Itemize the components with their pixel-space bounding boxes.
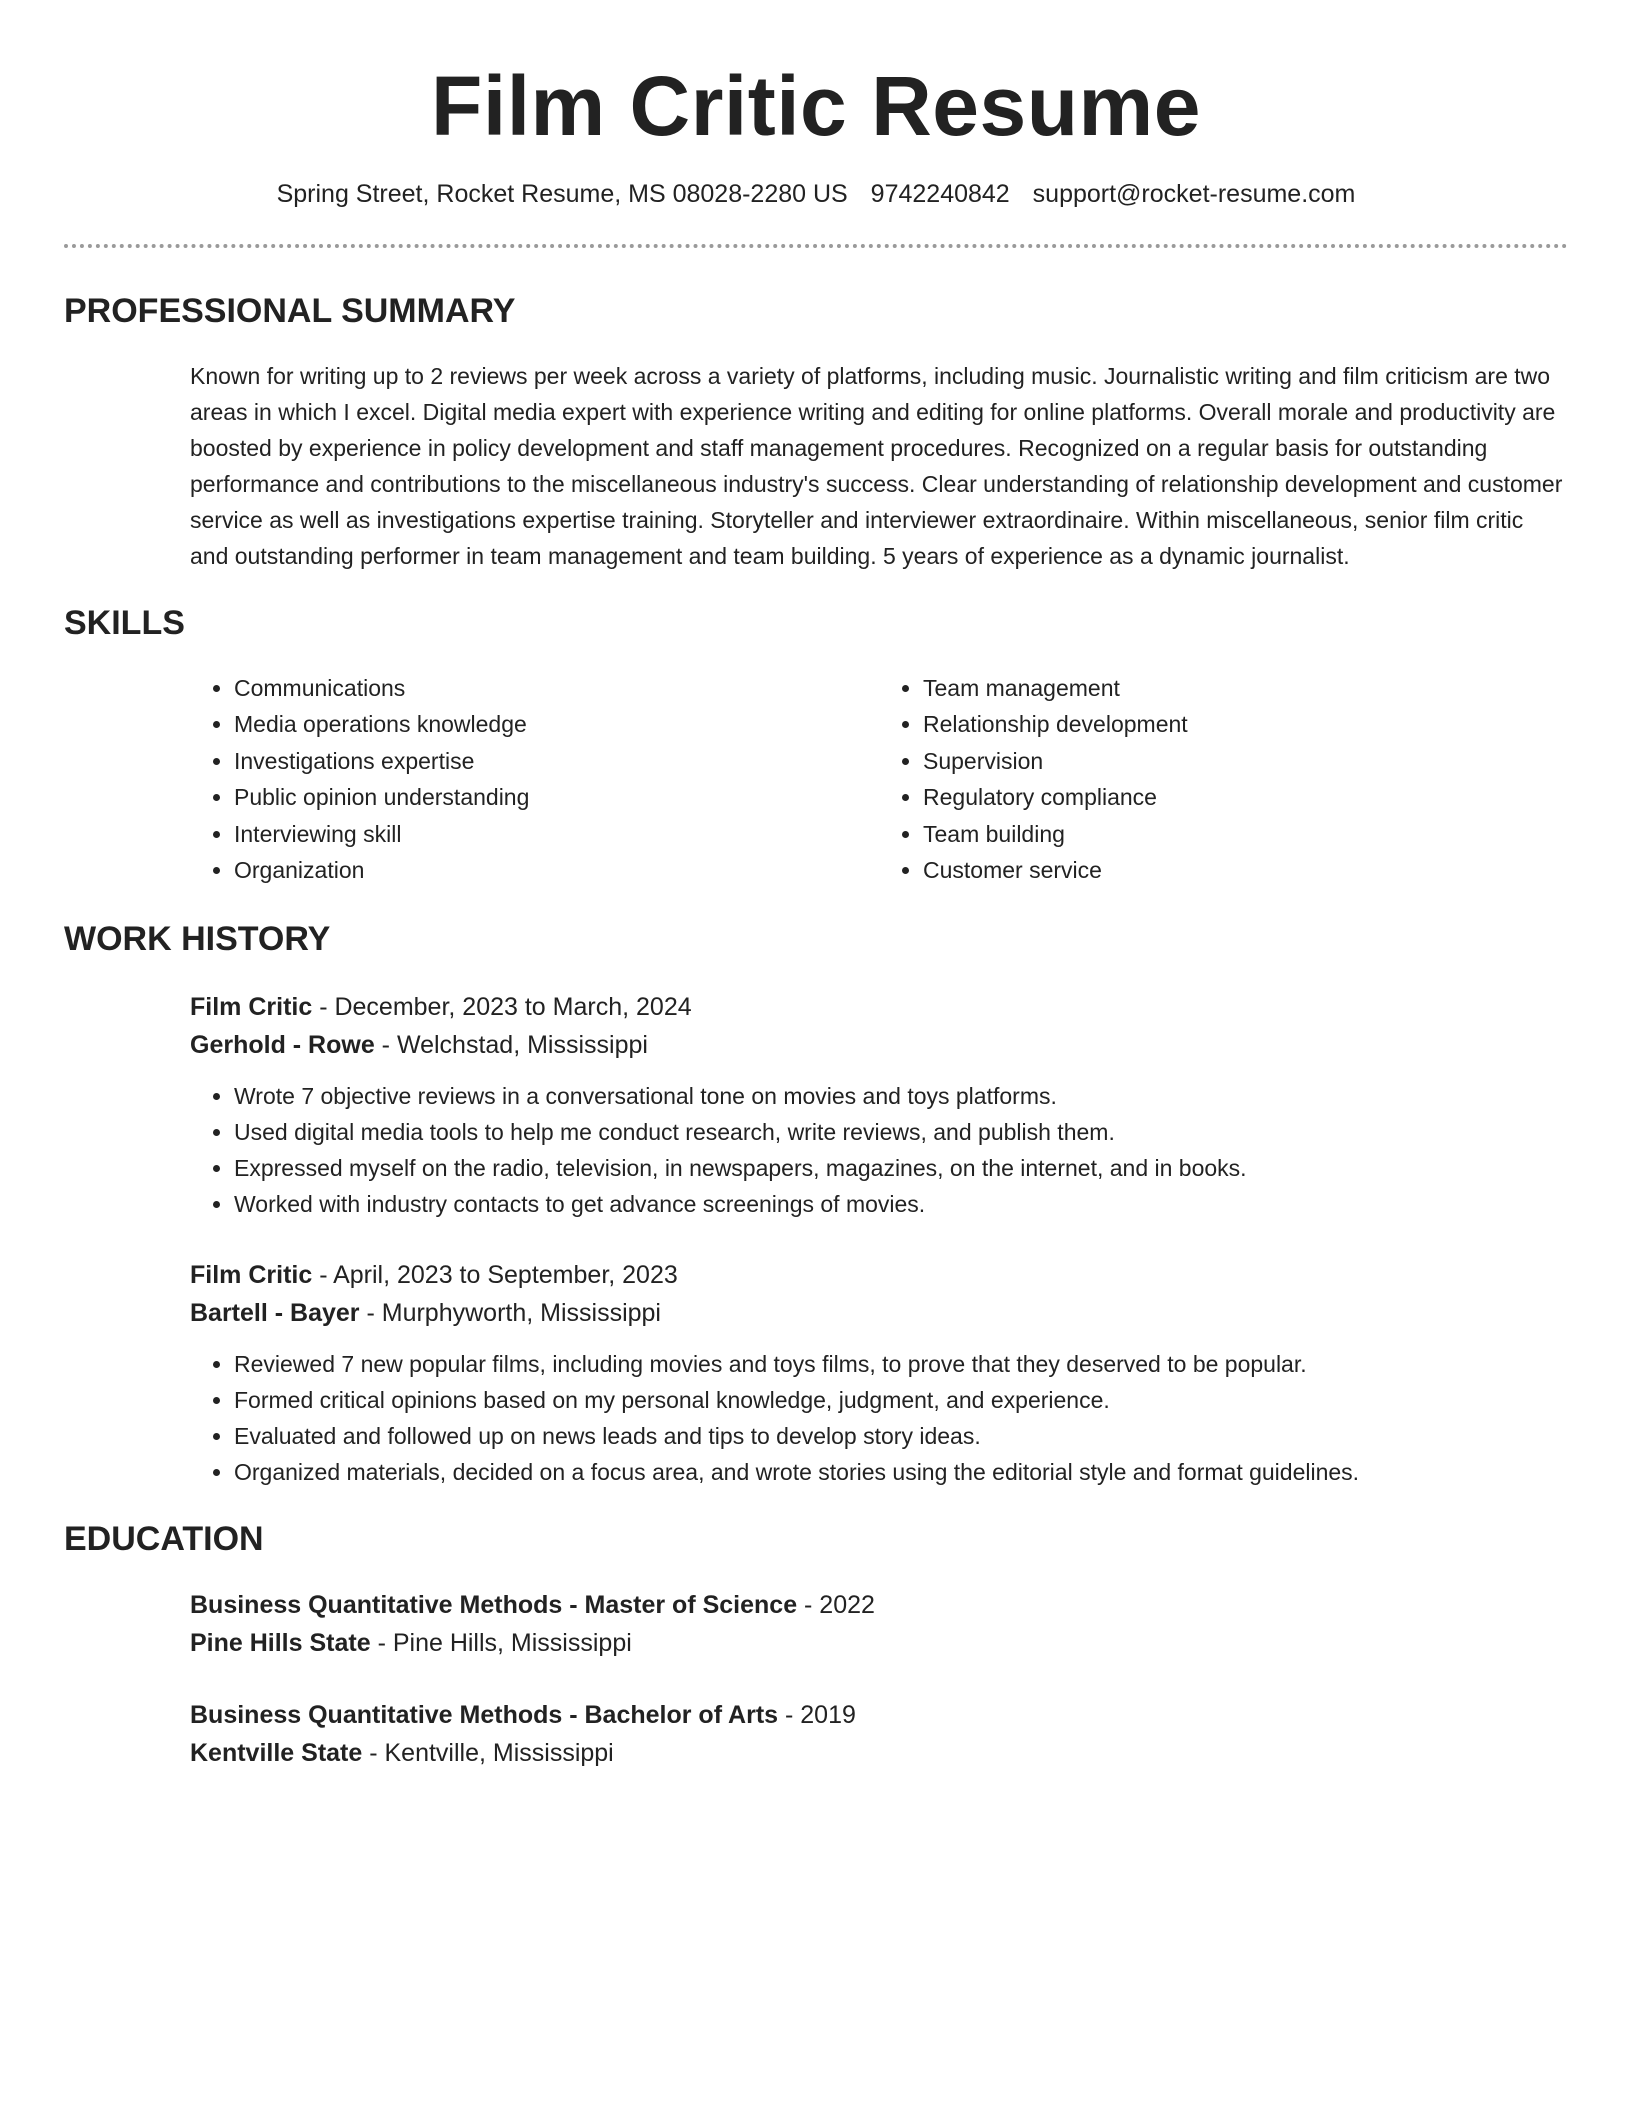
job-company-line bbox=[190, 1026, 1568, 1064]
school-name: Pine Hills State bbox=[190, 1629, 371, 1658]
degree: Business Quantitative Methods - Master of Science bbox=[190, 1591, 798, 1620]
job-title-line bbox=[190, 988, 1568, 1026]
job-title-line bbox=[190, 1256, 1568, 1294]
job-bullet: • Worked with industry contacts to get advance screenings of movies. bbox=[234, 1186, 1568, 1222]
skill-item: • Supervision bbox=[923, 743, 1568, 779]
skill-item: • Customer service bbox=[923, 852, 1568, 888]
work-history-heading: WORK HISTORY bbox=[64, 920, 331, 959]
work-history-section bbox=[190, 988, 1568, 1490]
job-company: Bartell - Bayer bbox=[190, 1299, 360, 1328]
education-entry bbox=[190, 1586, 1568, 1662]
job-bullets bbox=[190, 1078, 1568, 1222]
skill-item: • Relationship development bbox=[923, 706, 1568, 742]
job-company: Gerhold - Rowe bbox=[190, 1031, 375, 1060]
job-bullets bbox=[190, 1346, 1568, 1490]
summary-section bbox=[190, 358, 1568, 574]
skill-item: • Organization bbox=[234, 852, 879, 888]
contact-line bbox=[64, 178, 1568, 210]
skills-column-left bbox=[190, 670, 879, 888]
skill-item: • Team management bbox=[923, 670, 1568, 706]
graduation-year: - 2022 bbox=[797, 1591, 875, 1620]
job-entry bbox=[190, 988, 1568, 1222]
summary-heading: PROFESSIONAL SUMMARY bbox=[64, 292, 516, 330]
resume-page bbox=[64, 0, 1568, 1772]
contact-address: Spring Street, Rocket Resume, MS 08028-2280 US bbox=[276, 180, 848, 208]
job-location: - Murphyworth, Mississippi bbox=[359, 1299, 661, 1328]
header-divider bbox=[64, 244, 1568, 248]
education-section bbox=[190, 1586, 1568, 1772]
contact-phone: 9742240842 bbox=[870, 180, 1010, 208]
job-entry bbox=[190, 1256, 1568, 1490]
education-entry bbox=[190, 1696, 1568, 1772]
graduation-year: - 2019 bbox=[778, 1701, 856, 1730]
skill-item: • Regulatory compliance bbox=[923, 779, 1568, 815]
job-bullet: • Expressed myself on the radio, television, in newspapers, magazines, on the internet, and in books. bbox=[234, 1150, 1568, 1186]
job-bullet: • Reviewed 7 new popular films, including movies and toys films, to prove that they deserved to be popular. bbox=[234, 1346, 1568, 1382]
skills-column-right bbox=[879, 670, 1568, 888]
skill-item: • Team building bbox=[923, 816, 1568, 852]
job-bullet: • Wrote 7 objective reviews in a conversational tone on movies and toys platforms. bbox=[234, 1078, 1568, 1114]
school-line bbox=[190, 1624, 1568, 1662]
job-bullet: • Organized materials, decided on a focus area, and wrote stories using the editorial style and format guidelines. bbox=[234, 1454, 1568, 1490]
skill-item: • Communications bbox=[234, 670, 879, 706]
job-company-line bbox=[190, 1294, 1568, 1332]
skill-item: • Media operations knowledge bbox=[234, 706, 879, 742]
job-bullet: • Formed critical opinions based on my personal knowledge, judgment, and experience. bbox=[234, 1382, 1568, 1418]
job-bullet: • Evaluated and followed up on news leads and tips to develop story ideas. bbox=[234, 1418, 1568, 1454]
job-role: Film Critic bbox=[190, 993, 313, 1022]
school-location: - Kentville, Mississippi bbox=[362, 1739, 614, 1768]
school-location: - Pine Hills, Mississippi bbox=[370, 1629, 632, 1658]
job-dates: - April, 2023 to September, 2023 bbox=[312, 1261, 678, 1290]
resume-title: Film Critic Resume bbox=[431, 59, 1201, 153]
degree: Business Quantitative Methods - Bachelor of Arts bbox=[190, 1701, 779, 1730]
job-bullet: • Used digital media tools to help me conduct research, write reviews, and publish them. bbox=[234, 1114, 1568, 1150]
education-heading: EDUCATION bbox=[64, 1520, 264, 1559]
degree-line bbox=[190, 1696, 1568, 1734]
skill-item: • Public opinion understanding bbox=[234, 779, 879, 815]
summary-text: Known for writing up to 2 reviews per week across a variety of platforms, including music. Journalistic writing and film criticism are two areas in which I excel. Digital media expert with experience writing and editing for online platforms. Overall morale and productivity are boosted by experience in policy development and staff management procedures. Recognized on a regular basis for outstanding performance and contributions to the miscellaneous industry's success. Clear understanding of relationship development and customer service as well as investigations expertise training. Storyteller and interviewer extraordinaire. Within miscellaneous, senior film critic and outstanding performer in team management and team building. 5 years of experience as a dynamic journalist. bbox=[190, 363, 1563, 569]
job-dates: - December, 2023 to March, 2024 bbox=[312, 993, 692, 1022]
skills-heading: SKILLS bbox=[64, 604, 185, 642]
skill-item: • Investigations expertise bbox=[234, 743, 879, 779]
degree-line bbox=[190, 1586, 1568, 1624]
job-location: - Welchstad, Mississippi bbox=[374, 1031, 648, 1060]
contact-email: support@rocket-resume.com bbox=[1032, 180, 1356, 208]
job-role: Film Critic bbox=[190, 1261, 313, 1290]
skill-item: • Interviewing skill bbox=[234, 816, 879, 852]
skills-list bbox=[190, 670, 1568, 888]
school-line bbox=[190, 1734, 1568, 1772]
school-name: Kentville State bbox=[190, 1739, 363, 1768]
